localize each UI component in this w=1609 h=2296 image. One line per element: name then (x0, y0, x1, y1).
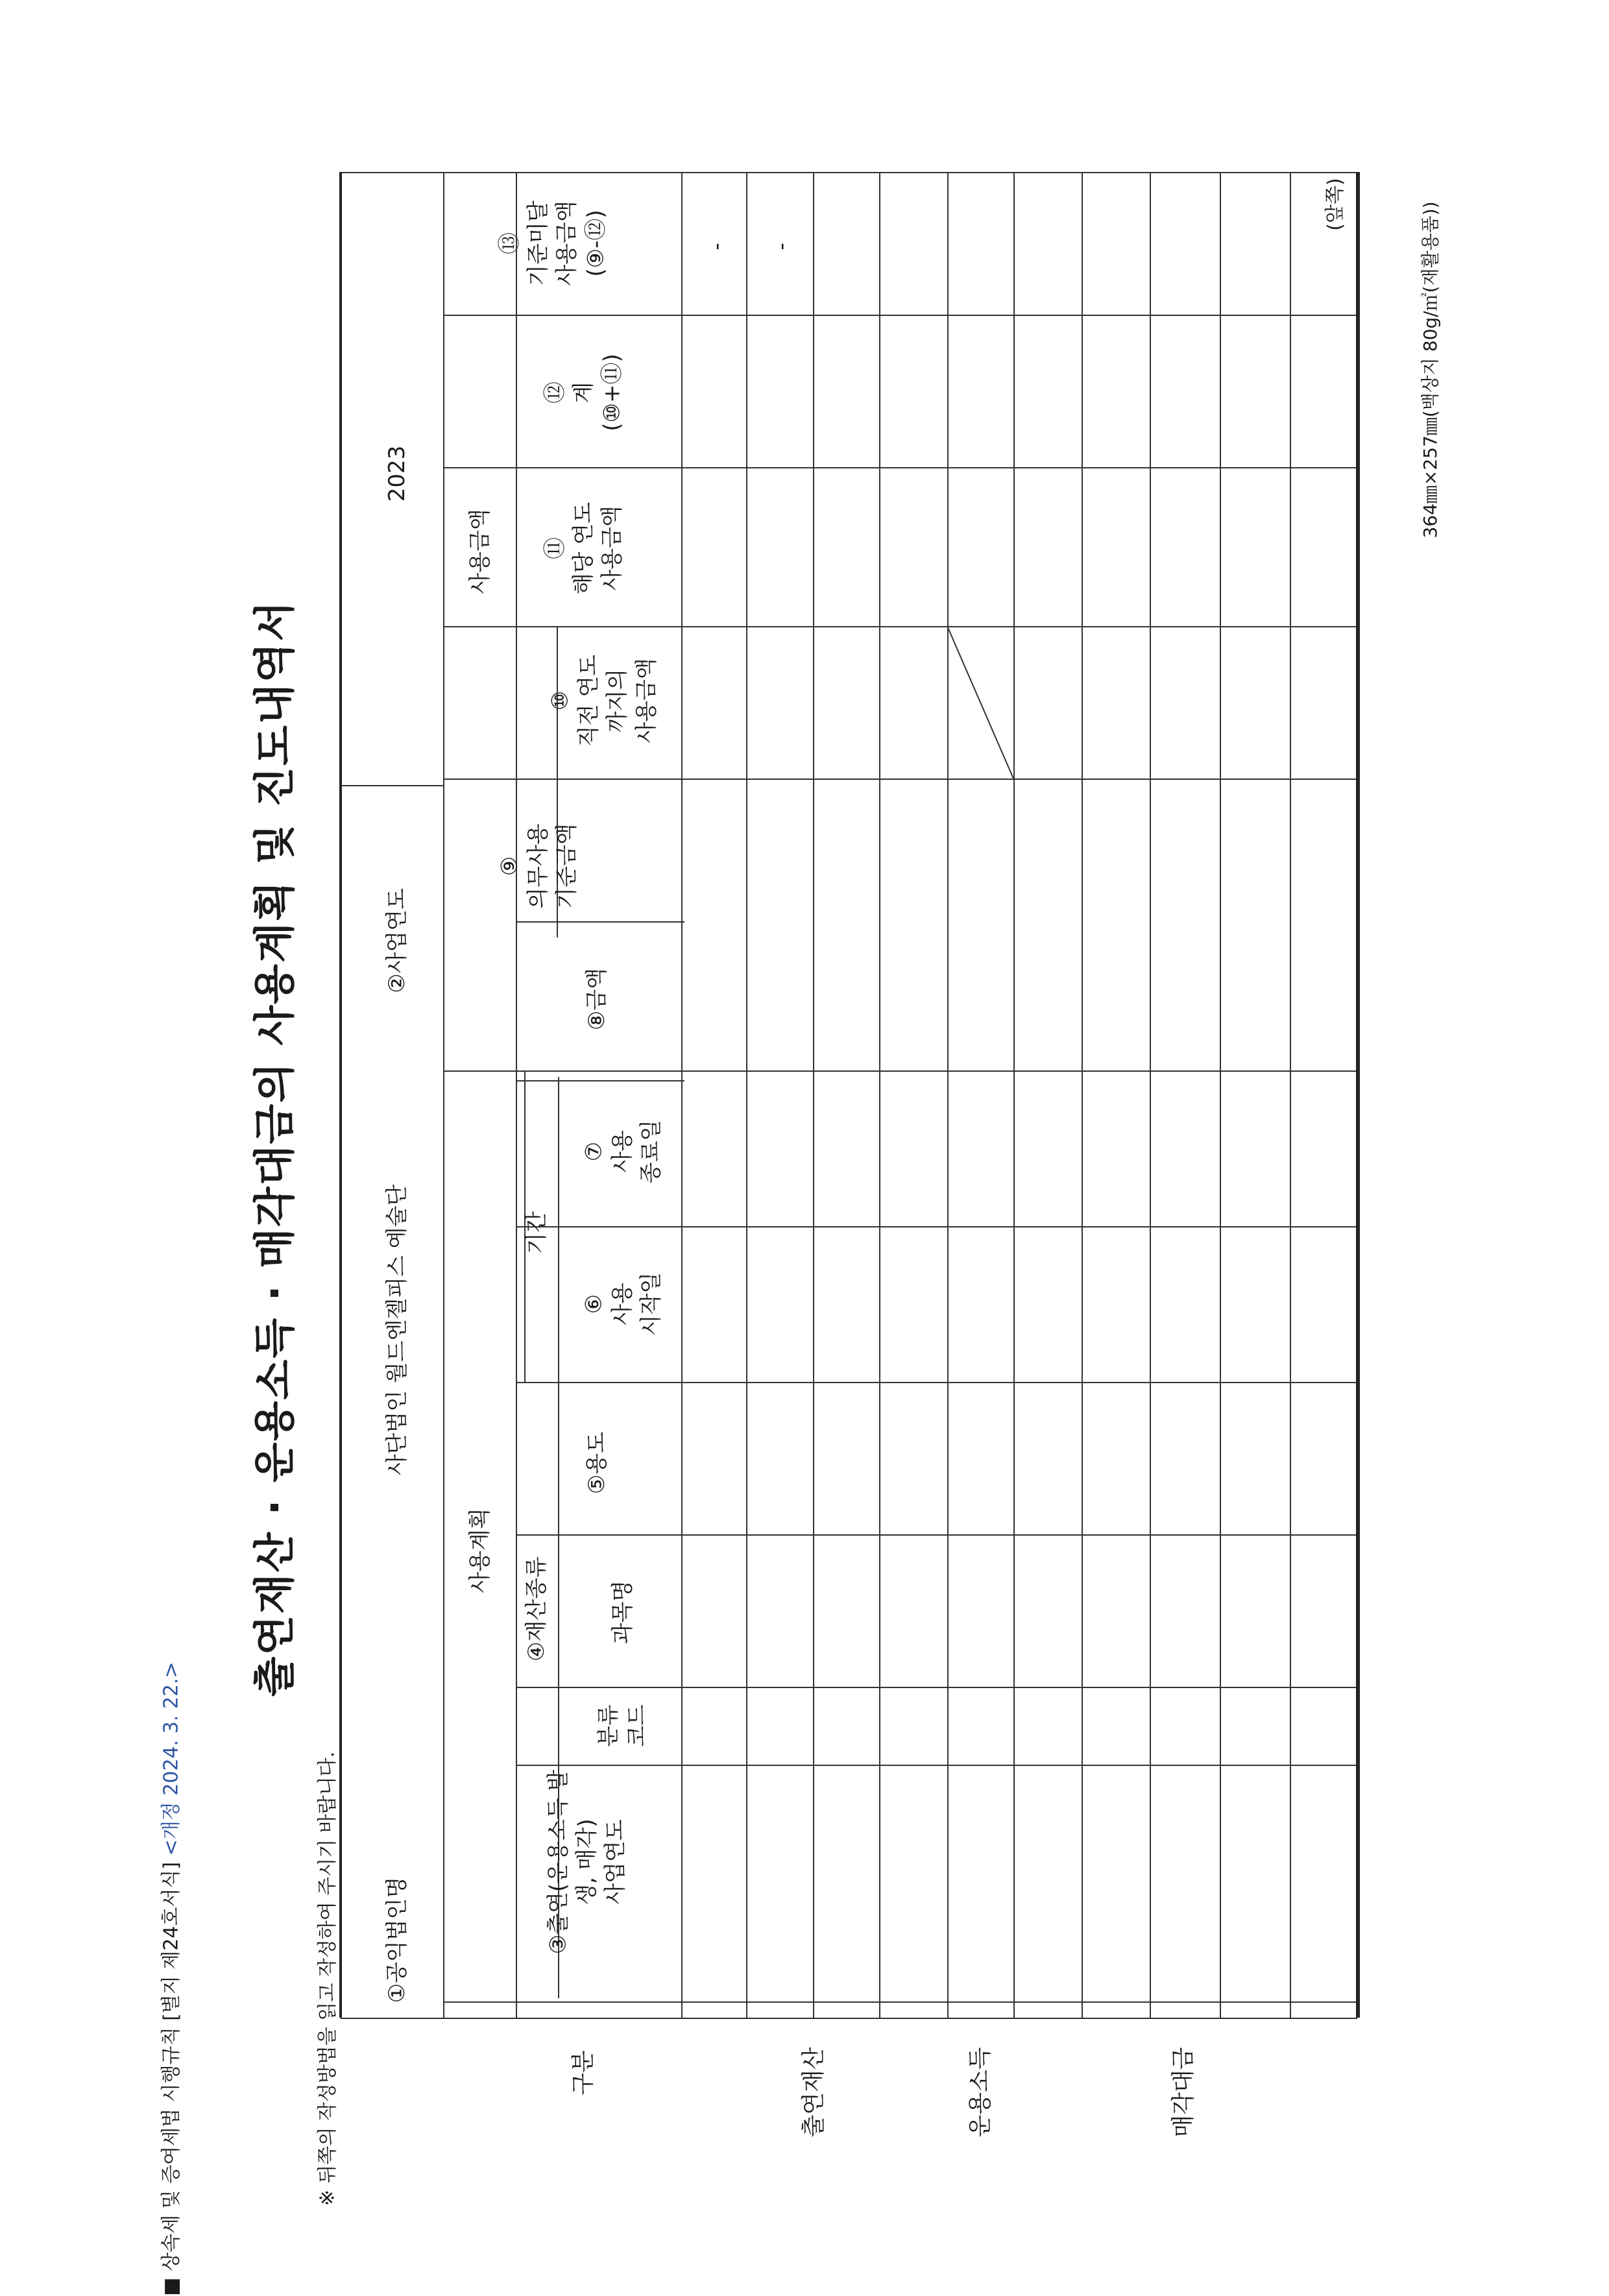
corp-name-value[interactable]: 사단법인 월드엔젤피스 예술단 (383, 1184, 410, 1476)
grid-v-13 (1290, 172, 1291, 2018)
grid-h-period-bot (516, 1080, 684, 1082)
page-title: 출연재산 · 운용소득 · 매각대금의 사용계획 및 진도내역서 (251, 599, 300, 1697)
header-contrib-year: ③출연(운용소득 발 생, 매각) 사업연도 (545, 1769, 629, 1955)
grid-h-asset-mid (516, 1534, 1356, 1536)
header-total: ⑫ 계 (⑩+⑪) (542, 354, 626, 431)
table-border-left (339, 172, 342, 2018)
grid-v-12 (1220, 172, 1221, 2018)
header-asset-type: ④재산종류 (523, 1556, 550, 1662)
grid-v-7 (879, 172, 880, 2018)
header-class-code: 분류 코드 (595, 1704, 650, 1747)
grid-h-used-left (443, 779, 1356, 780)
header-period: 기간 (523, 1211, 550, 1254)
square-bullet-icon: ■ (160, 2271, 183, 2296)
row-label-contributed-assets: 출연재산 (800, 2047, 827, 2138)
grid-h-purpose-top (516, 1382, 1356, 1383)
grid-h-period-mid (516, 1226, 1356, 1227)
paper-spec: 364㎜×257㎜(백상지 80g/㎡(재활용품)) (1419, 201, 1441, 538)
header-cur-used: ⑪ 해당 연도 사용금액 (542, 501, 626, 595)
grid-v-2 (516, 779, 517, 2018)
grid-v-6 (813, 172, 814, 2018)
header-amount: ⑧금액 (583, 967, 610, 1031)
legal-basis: 상속세 및 증여세법 시행규칙 [별지 제24호서식] (160, 1861, 183, 2271)
instruction-note: ※ 뒤쪽의 작성방법을 읽고 작성하여 주시기 바랍니다. (316, 1751, 339, 2206)
header-base-amount: ⑨ 의무사용 기준금액 (496, 823, 581, 909)
grid-v-5 (746, 172, 747, 2018)
grid-v-11 (1150, 172, 1151, 2018)
grid-v-10 (1082, 172, 1083, 2018)
grid-v-4 (681, 172, 683, 2018)
header-end-date: ⑦ 사용 종료일 (581, 1119, 665, 1184)
header-used-amount: 사용금액 (466, 509, 493, 594)
grid-h-gubun-right (443, 2001, 1356, 2003)
page-side-label: (앞쪽) (1324, 178, 1347, 231)
grid-h-total-short (443, 315, 1356, 316)
header-shortfall: ⑬ 기준미달 사용금액 (⑨-⑫) (496, 200, 609, 286)
row-label-sale-proceeds: 매각대금 (1170, 2047, 1197, 2138)
row-label-operating-income: 운용소득 (967, 2047, 994, 2138)
grid-v-9 (1013, 172, 1015, 2018)
amendment-date: <개정 2024. 3. 22.> (160, 1662, 183, 1856)
grid-v-1 (443, 172, 444, 2018)
grid-h-corp-year (341, 785, 443, 786)
header-purpose: ⑤용도 (583, 1431, 610, 1495)
header-start-date: ⑥ 사용 시작일 (581, 1272, 665, 1336)
shortfall-cell-2[interactable]: - (769, 243, 794, 250)
corp-name-label: ①공익법인명 (383, 1876, 410, 2003)
header-gubun: 구분 (570, 2050, 597, 2096)
grid-h-asset-bot (516, 1687, 1356, 1688)
header-item-name: 과목명 (609, 1580, 636, 1645)
shortfall-cell-1[interactable]: - (704, 243, 729, 250)
grid-h-cur-total (443, 467, 1356, 468)
grid-h-prev-cur (443, 626, 1356, 627)
table-border-top (341, 172, 1357, 173)
fiscal-year-label: ②사업연도 (383, 888, 410, 993)
table-border-bottom (341, 2018, 1357, 2019)
form-legal-reference (159, 1662, 184, 2295)
grid-h-amount-top (516, 921, 684, 923)
diagonal-slash (947, 626, 1013, 779)
grid-v-8 (947, 172, 949, 2018)
header-use-plan: 사용계획 (466, 1508, 493, 1593)
grid-h-contrib-left (516, 1765, 1356, 1766)
table-border-right (1356, 172, 1360, 2018)
grid-h-plan-base (443, 1070, 1356, 1072)
fiscal-year-value[interactable]: 2023 (383, 445, 410, 502)
header-prev-used: ⑩ 직전 연도 까지의 사용금액 (547, 654, 660, 747)
